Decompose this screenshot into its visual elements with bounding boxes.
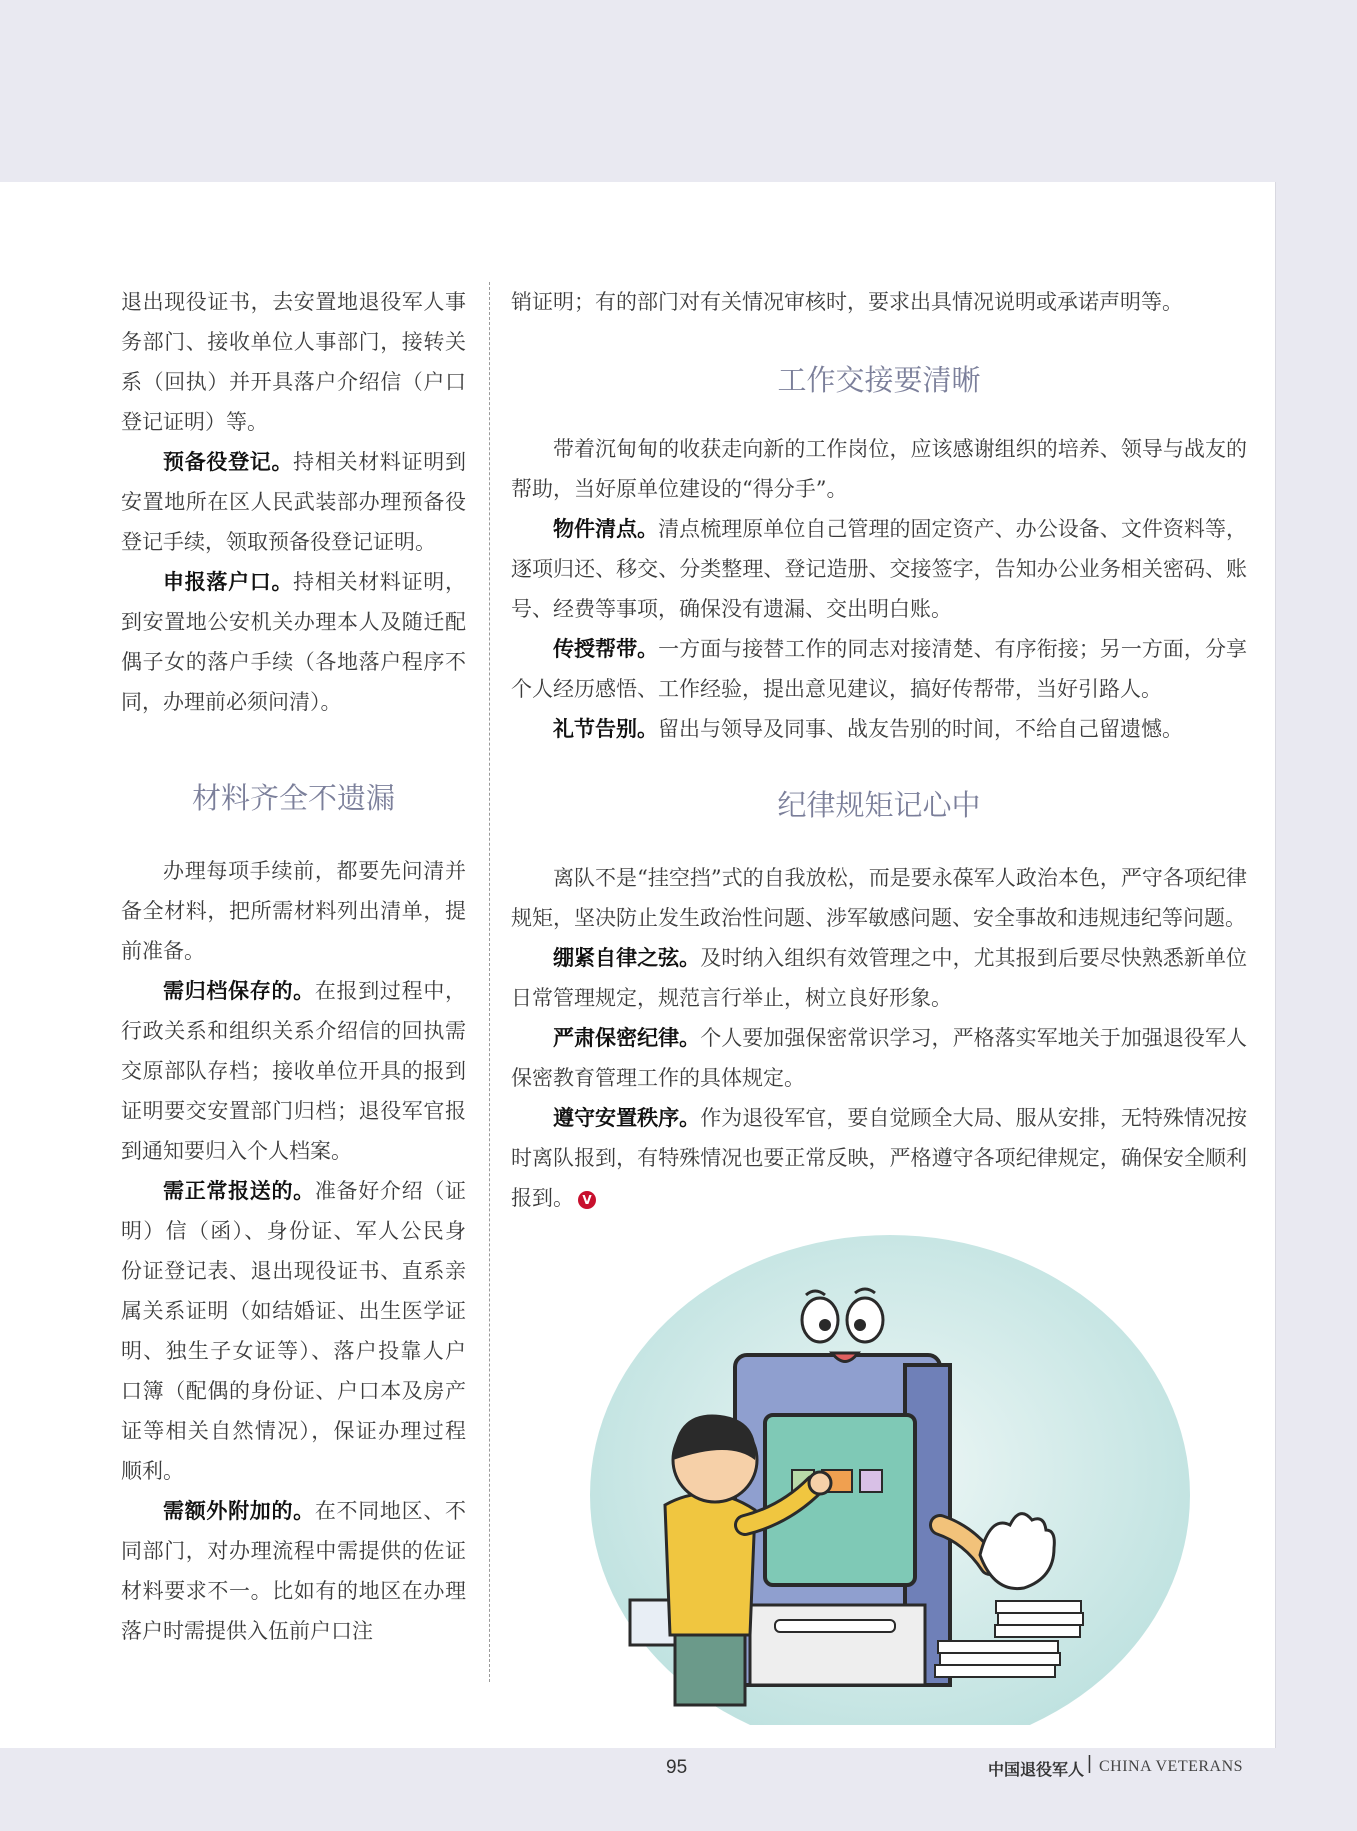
paragraph — [121, 442, 466, 562]
paragraph — [511, 1098, 1247, 1218]
footer-separator: | — [1087, 1753, 1092, 1774]
paragraph-text: 作为退役军官，要自觉顾全大局、服从安排，无特殊情况按时离队报到，有特殊情况也要正常反映，严格遵守各项纪律规定，确保安全顺利报到。 — [511, 1106, 1247, 1210]
paragraph-lead: 需归档保存的。 — [163, 979, 315, 1003]
magazine-name: 中国退役军人 — [988, 1760, 1085, 1779]
right-column — [511, 282, 1247, 1218]
paragraph: 销证明；有的部门对有关情况审核时，要求出具情况说明或承诺声明等。 — [511, 290, 1183, 314]
paragraph — [511, 938, 1247, 1018]
paragraph-text: 持相关材料证明到安置地所在区人民武装部办理预备役登记手续，领取预备役登记证明。 — [121, 450, 467, 554]
paragraph-text: 清点梳理原单位自己管理的固定资产、办公设备、文件资料等，逐项归还、移交、分类整理、登记造册、交接签字，告知办公业务相关密码、账号、经费等事项，确保没有遗漏、交出明白账。 — [511, 517, 1247, 621]
paragraph-text: 及时纳入组织有效管理之中，尤其报到后要尽快熟悉新单位日常管理规定，规范言行举止，树立良好形象。 — [511, 946, 1247, 1010]
paragraph-lead: 传授帮带。 — [553, 637, 659, 661]
left-column — [121, 282, 466, 1651]
paragraph — [121, 562, 466, 722]
paragraph — [511, 629, 1247, 709]
paragraph-text: 在报到过程中，行政关系和组织关系介绍信的回执需交原部队存档；接收单位开具的报到证明要交安置部门归档；退役军官报到通知要归入个人档案。 — [121, 979, 467, 1163]
paragraph — [511, 709, 1247, 749]
column-divider — [489, 282, 490, 1682]
paragraph — [121, 1171, 466, 1491]
magazine-name-english: CHINA VETERANS — [1099, 1758, 1244, 1775]
paragraph-text: 留出与领导及同事、战友告别的时间，不给自己留遗憾。 — [658, 717, 1183, 741]
paragraph-text: 持相关材料证明，到安置地公安机关办理本人及随迁配偶子女的落户手续（各地落户程序不同，办理前必须问清）。 — [121, 570, 467, 714]
paragraph — [511, 1018, 1247, 1098]
paragraph: 办理每项手续前，都要先问清并备全材料，把所需材料列出清单，提前准备。 — [121, 859, 466, 963]
paragraph-lead: 礼节告别。 — [553, 717, 658, 741]
paragraph — [121, 971, 466, 1171]
cartoon-illustration — [570, 1225, 1210, 1725]
paragraph-text: 在不同地区、不同部门，对办理流程中需提供的佐证材料要求不一。比如有的地区在办理落户时需提供入伍前户口注 — [121, 1499, 467, 1643]
paragraph — [121, 1491, 466, 1651]
paragraph-lead: 申报落户口。 — [163, 570, 294, 594]
paragraph-text: 一方面与接替工作的同志对接清楚、有序衔接；另一方面，分享个人经历感悟、工作经验，提出意见建议，搞好传帮带，当好引路人。 — [511, 637, 1247, 701]
paragraph-lead: 严肃保密纪律。 — [553, 1026, 701, 1050]
section-heading: 材料齐全不遗漏 — [191, 781, 395, 815]
paragraph-lead: 绷紧自律之弦。 — [553, 946, 701, 970]
page-number: 95 — [666, 1757, 688, 1778]
paragraph: 带着沉甸甸的收获走向新的工作岗位，应该感谢组织的培养、领导与战友的帮助，当好原单位建设的“得分手”。 — [511, 437, 1247, 501]
paragraph-lead: 预备役登记。 — [163, 450, 294, 474]
paragraph-lead: 需正常报送的。 — [163, 1179, 315, 1203]
paragraph-text: 准备好介绍（证明）信（函）、身份证、军人公民身份证登记表、退出现役证书、直系亲属关系证明（如结婚证、出生医学证明、独生子女证等）、落户投靠人户口簿（配偶的身份证、户口本及房产证等相关自然情况），保证办理过程顺利。 — [121, 1179, 467, 1483]
paragraph-lead: 需额外附加的。 — [163, 1499, 315, 1523]
paragraph: 退出现役证书，去安置地退役军人事务部门、接收单位人事部门，接转关系（回执）并开具落户介绍信（户口登记证明）等。 — [121, 290, 466, 434]
paragraph-lead: 物件清点。 — [553, 517, 659, 541]
end-mark-icon: V — [578, 1191, 596, 1209]
paragraph: 离队不是“挂空挡”式的自我放松，而是要永葆军人政治本色，严守各项纪律规矩，坚决防止发生政治性问题、涉军敏感问题、安全事故和违规违纪等问题。 — [511, 866, 1247, 930]
paragraph-lead: 遵守安置秩序。 — [553, 1106, 701, 1130]
paragraph-text: 个人要加强保密常识学习，严格落实军地关于加强退役军人保密教育管理工作的具体规定。 — [511, 1026, 1247, 1090]
section-heading: 纪律规矩记心中 — [777, 788, 981, 822]
paragraph — [511, 509, 1247, 629]
section-heading: 工作交接要清晰 — [777, 363, 981, 397]
